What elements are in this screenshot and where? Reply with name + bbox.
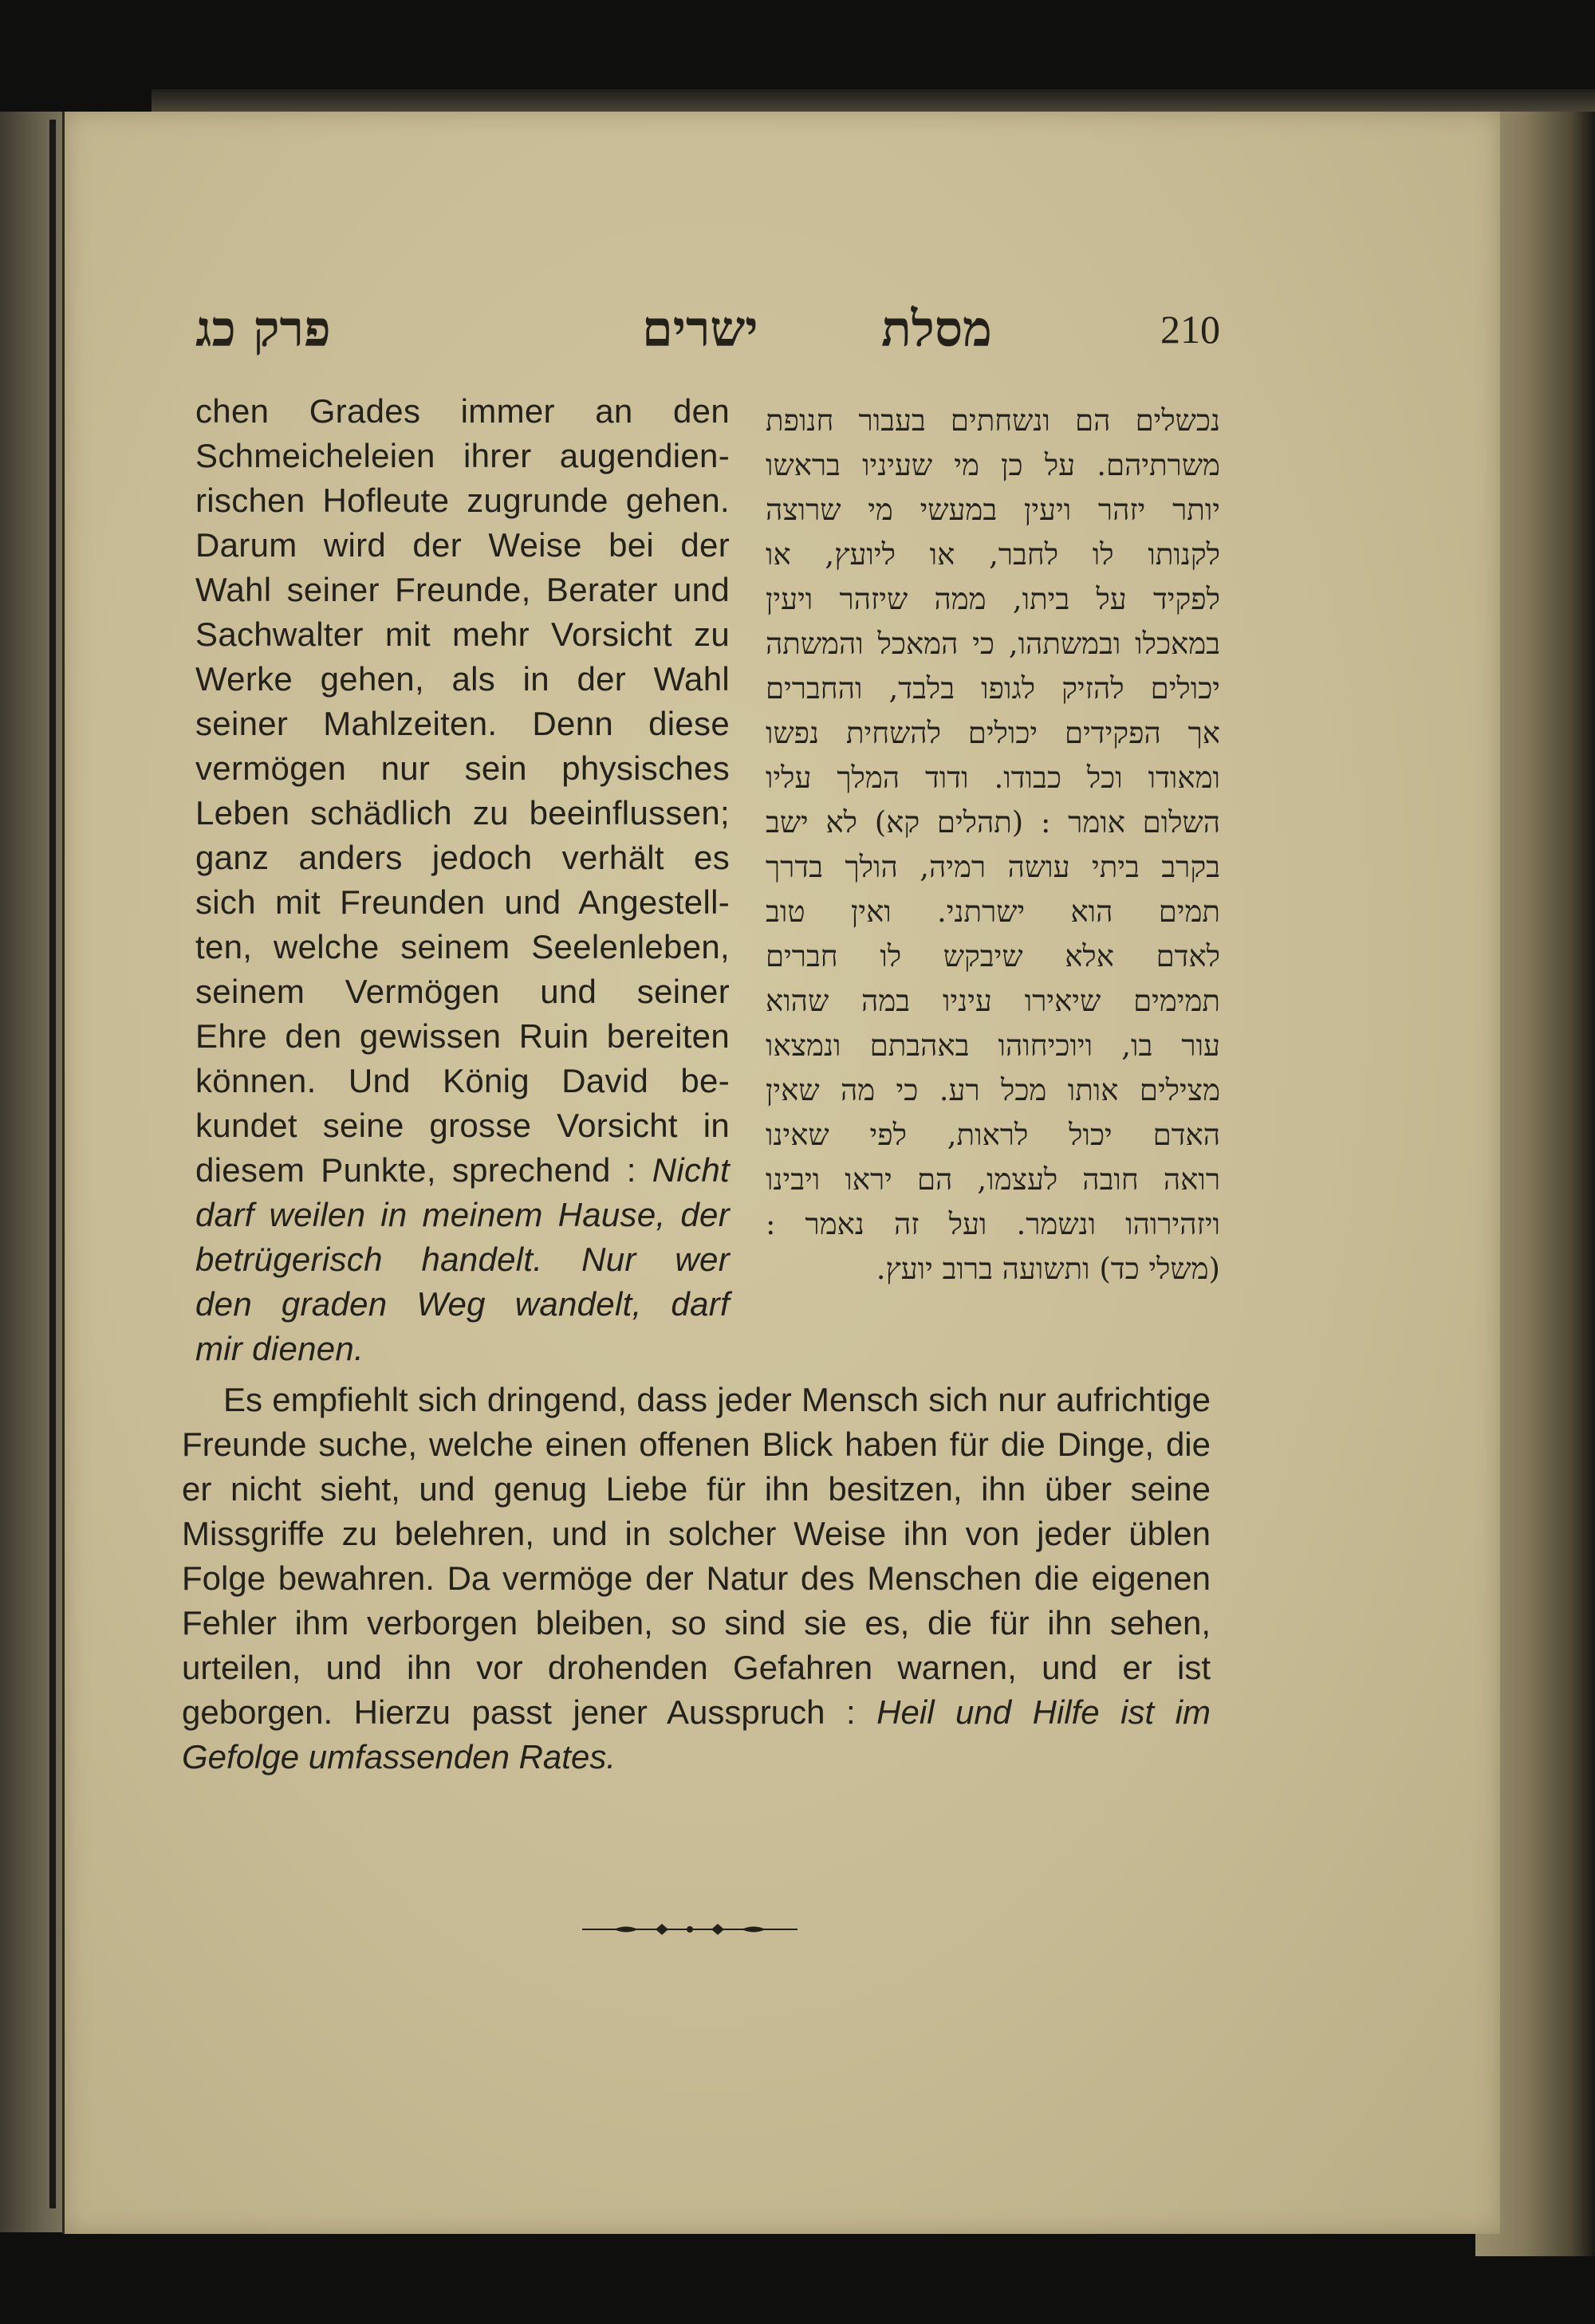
paragraph-line: er nicht sieht, und genug Liebe für ihn besitzen, ihn über seine <box>182 1470 1211 1508</box>
hebrew-line: בקרב ביתי עושה רמיה, הולך בדרך <box>766 850 1220 884</box>
quote-line: betrügerisch handelt. Nur wer <box>195 1241 730 1278</box>
hebrew-line: (משלי כד) ותשועה ברוב יועץ. <box>876 1252 1220 1286</box>
hebrew-line: תמימים שיאירו עיניו במה שהוא <box>766 984 1220 1018</box>
quote-line: darf weilen in meinem Hause, der <box>195 1196 730 1233</box>
paragraph-line: Fehler ihm verborgen bleiben, so sind sie es, die für ihn sehen, <box>182 1604 1211 1642</box>
hebrew-line: לאדם אלא שיבקש לו חברים <box>766 939 1220 973</box>
hebrew-line: ומאודו וכל כבודו. ודוד המלך עליו <box>766 761 1220 795</box>
german-line: rischen Hofleute zugrunde gehen. <box>195 482 730 519</box>
german-line: können. Und König David be- <box>195 1062 730 1099</box>
german-line: kundet seine grosse Vorsicht in <box>195 1107 730 1144</box>
german-line: vermögen nur sein physisches <box>195 749 730 787</box>
running-header <box>195 293 1224 365</box>
hebrew-line: עור בו, ויוכיחוהו באהבתם ונמצאו <box>766 1028 1220 1063</box>
german-line: ten, welche seinem Seelenleben, <box>195 928 730 965</box>
german-line: Schmeicheleien ihrer augendien- <box>195 437 730 474</box>
quote-line: den graden Weg wandelt, darf <box>195 1285 730 1323</box>
german-line: Wahl seiner Freunde, Berater und <box>195 571 730 608</box>
hebrew-line: במאכלו ובמשתהו, כי המאכל והמשתה <box>766 627 1220 661</box>
hebrew-line: יותר יזהר ויעין במעשי מי שרוצה <box>766 493 1220 527</box>
german-line: ganz anders jedoch verhält es <box>195 839 730 876</box>
paragraph-line: Folge bewahren. Da vermöge der Natur des Menschen die eigenen <box>182 1559 1211 1597</box>
german-line: Ehre den gewissen Ruin bereiten <box>195 1017 730 1055</box>
hebrew-line: משרתיהם. על כן מי שעיניו בראשו <box>766 448 1220 482</box>
hebrew-line: תמים הוא ישרתני. ואין טוב <box>766 895 1220 929</box>
paragraph-line-with-quote <box>182 1690 1211 1735</box>
hebrew-line: לפקיד על ביתו, ממה שיזהר ויעין <box>766 582 1220 616</box>
quote-line: Gefolge umfassenden Rates. <box>182 1738 616 1775</box>
hebrew-line: אך הפקידים יכולים להשחית נפשו <box>766 716 1220 750</box>
header-title-word-2: ישרים <box>642 300 758 358</box>
german-line: Werke gehen, als in der Wahl <box>195 660 730 698</box>
page-number: 210 <box>1160 307 1220 352</box>
hebrew-column <box>766 399 1220 1292</box>
german-line-with-quote <box>195 1148 730 1193</box>
hebrew-line: מצילים אותו מכל רע. כי מה שאין <box>766 1073 1220 1107</box>
german-line: Darum wird der Weise bei der <box>195 526 730 564</box>
quote-line: mir dienen. <box>195 1330 364 1367</box>
header-chapter: פרק כג <box>195 300 331 358</box>
german-line: seinem Vermögen und seiner <box>195 973 730 1010</box>
book-binding <box>49 120 56 2208</box>
german-line-text: diesem Punkte, sprechend : <box>195 1151 636 1189</box>
header-title-word-1: מסלת <box>881 300 992 358</box>
german-line: sich mit Freunden und Angestell- <box>195 883 730 921</box>
hebrew-line: לקנותו לו לחבר, או ליועץ, או <box>766 537 1220 572</box>
full-width-paragraph <box>182 1378 1211 1779</box>
hebrew-line: האדם יכול לראות, לפי שאינו <box>766 1118 1220 1152</box>
hebrew-line: ויזהירוהו ונשמר. ועל זה נאמר : <box>766 1207 1220 1241</box>
hebrew-line: רואה חובה לעצמו, הם יראו ויבינו <box>766 1162 1220 1197</box>
quote-text: Heil und Hilfe ist im <box>876 1693 1211 1731</box>
section-end-ornament-icon <box>582 1917 798 1941</box>
german-line: chen Grades immer an den <box>195 392 730 430</box>
paragraph-line-text: geborgen. Hierzu passt jener Ausspruch : <box>182 1693 856 1731</box>
paragraph-line: Missgriffe zu belehren, und in solcher Weise ihn von jeder üblen <box>182 1515 1211 1552</box>
hebrew-line: נכשלים הם ונשחתים בעבור חנופת <box>766 403 1220 438</box>
hebrew-line: השלום אומר : (תהלים קא) לא ישב <box>766 805 1220 840</box>
hebrew-line: יכולים להזיק לגופו בלבד, והחברים <box>766 671 1220 706</box>
paragraph-line: urteilen, und ihn vor drohenden Gefahren warnen, und er ist <box>182 1649 1211 1686</box>
german-column <box>195 389 730 1371</box>
german-line: Leben schädlich zu beeinflussen; <box>195 794 730 832</box>
german-line: seiner Mahlzeiten. Denn diese <box>195 705 730 742</box>
paragraph-line: Freunde suche, welche einen offenen Blick haben für die Dinge, die <box>182 1425 1211 1463</box>
paragraph-line: Es empfiehlt sich dringend, dass jeder Mensch sich nur aufrichtige <box>223 1381 1211 1418</box>
german-line: Sachwalter mit mehr Vorsicht zu <box>195 615 730 653</box>
quote-text: Nicht <box>652 1151 730 1189</box>
